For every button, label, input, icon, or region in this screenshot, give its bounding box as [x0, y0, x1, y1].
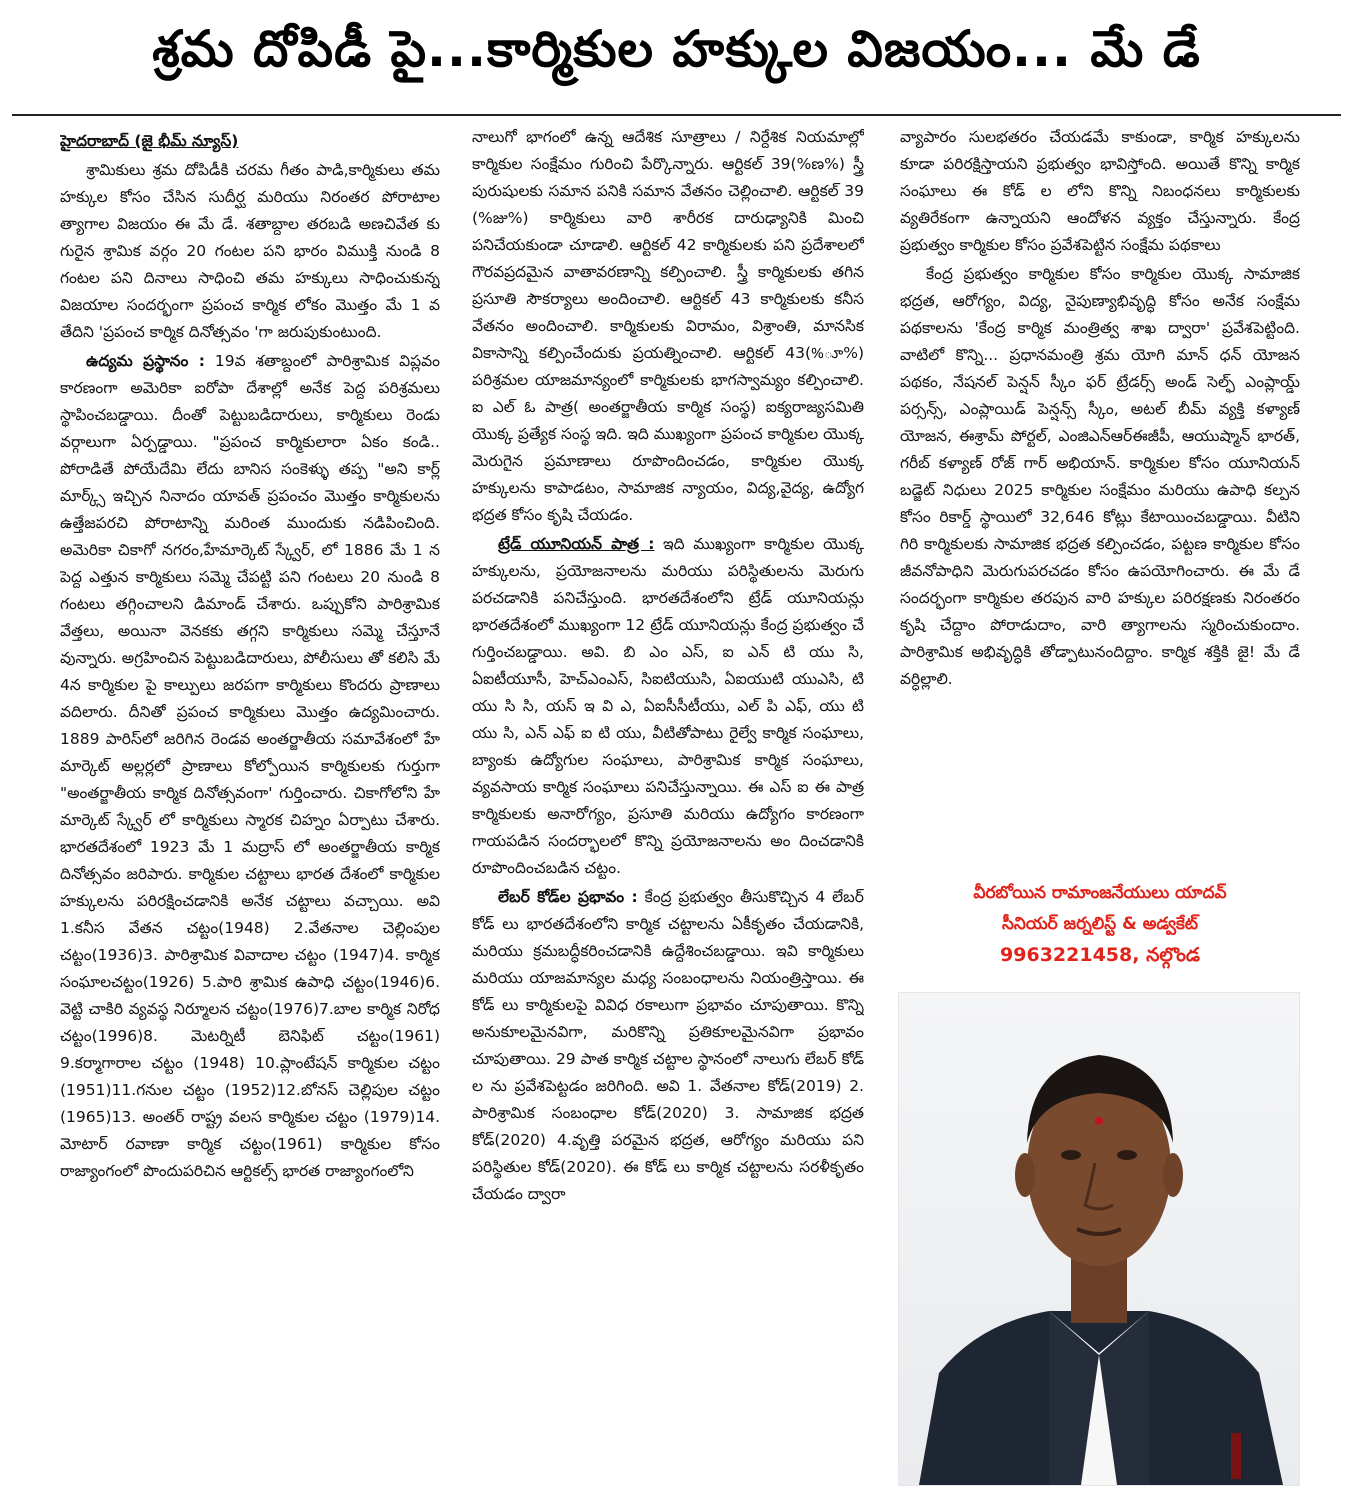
- subheading-labour-codes: లేబర్ కోడ్‌ల ప్రభావం :: [498, 888, 638, 906]
- col2-paragraph-1: నాలుగో భాగంలో ఉన్న ఆదేశిక సూత్రాలు / నిర్దేశిక నియమాల్లో కార్మికుల సంక్షేమం గురించి పేర్కొన్నారు. ఆర్టికల్ 39(%ణ%) స్త్రీ పురుషులకు సమాన పనికి సమాన వేతనం చెల్లించాలి. ఆర్టికల్ 39 (%జు%) కార్మికులు వారి శారీరక దారుఢ్యానికి మించి పనిచేయకుండా చూడాలి. ఆర్టికల్ 42 కార్మికులకు పని ప్రదేశాలలో గౌరవప్రదమైన వాతావరణాన్ని కల్పించాలి. స్త్రీ కార్మికులకు తగిన ప్రసూతి సౌకర్యాలు అందించాలి. ఆర్టికల్ 43 కార్మికులకు కనీస వేతనం అందించాలి. కార్మికులకు విరామం, విశ్రాంతి, మానసిక వికాసాన్ని కల్పించేందుకు ప్రయత్నించాలి. ఆర్టికల్ 43(%ూ%) పరిశ్రమల యాజమాన్యంలో కార్మికులకు భాగస్వామ్యం కల్పించాలి. ఐ ఎల్ ఓ పాత్ర( అంతర్జాతీయ కార్మిక సంస్థ) ఐక్యరాజ్యసమితి యొక్క ప్రత్యేక సంస్థ ఇది. ఇది ముఖ్యంగా ప్రపంచ కార్మికుల యొక్క మెరుగైన ప్రమాణాలు రూపొందించడం, కార్మికుల యొక్క హక్కులను కాపాడటం, సామాజిక న్యాయం, విద్య,వైద్య, ఉద్యోగ భద్రత కోసం కృషి చేయడం.: [472, 128, 864, 524]
- headline: శ్రమ దోపిడీ పై...కార్మికుల హక్కుల విజయం... మే డే: [152, 19, 1201, 78]
- col1-paragraph-1: శ్రామికులు శ్రమ దోపిడీకి చరమ గీతం పాడి,కార్మికులు తమ హక్కుల కోసం చేసిన సుదీర్ఘ మరియు నిరంతర పోరాటాల త్యాగాల విజయం ఈ మే డే. శతాబ్దాల తరబడి అణచివేత కు గురైన శ్రామిక వర్గం 20 గంటల పని భారం విముక్తి నుండి 8 గంటల పని దినాలు సాధించి తమ హక్కులు సాధించుకున్న విజయాల సందర్భంగా ప్రపంచ కార్మిక లోకం మొత్తం మే 1 వ తేదిని 'ప్రపంచ కార్మిక దినోత్సవం 'గా జరుపుకుంటుంది.: [60, 161, 440, 341]
- col2-paragraph-2: [472, 531, 864, 882]
- col2-paragraph-3: [472, 884, 864, 1208]
- col1-paragraph-2: [60, 348, 440, 1185]
- article-column-2: [472, 124, 864, 1484]
- author-title: సీనియర్ జర్నలిస్ట్ & అడ్వకేట్: [1001, 914, 1199, 934]
- col3-paragraph-1: వ్యాపారం సులభతరం చేయడమే కాకుండా, కార్మిక హక్కులను కూడా పరిరక్షిస్తాయని ప్రభుత్వం భావిస్తోంది. అయితే కొన్ని కార్మిక సంఘాలు ఈ కోడ్ ల లోని కొన్ని నిబంధనలు కార్మికులకు వ్యతిరేకంగా ఉన్నాయని ఆందోళన వ్యక్తం చేస్తున్నారు. కేంద్ర ప్రభుత్వం కార్మికుల కోసం ప్రవేశపెట్టిన సంక్షేమ పథకాలు: [900, 128, 1300, 254]
- dateline: హైదరాబాద్ (జై భీమ్ న్యూస్): [60, 132, 239, 150]
- author-phone-place: 9963221458, నల్గొండ: [1000, 944, 1200, 966]
- col2-paragraph-3-text: కేంద్ర ప్రభుత్వం తీసుకొచ్చిన 4 లేబర్ కోడ్ లు భారతదేశంలోని కార్మిక చట్టాలను ఏకీకృతం చేయడానికి, మరియు క్రమబద్ధీకరించడానికి ఉద్దేశించబడ్డాయి. ఇవి కార్మికులు మరియు యాజమాన్యల మధ్య సంబంధాలను నియంత్రిస్తాయి. ఈ కోడ్ లు కార్మికులపై వివిధ రకాలుగా ప్రభావం చూపుతాయి. కొన్ని అనుకూలమైనవిగా, మరికొన్ని ప్రతికూలమైనవిగా ప్రభావం చూపుతాయి. 29 పాత కార్మిక చట్టాల స్థానంలో నాలుగు లేబర్ కోడ్ ల ను ప్రవేశపెట్టడం జరిగింది. అవి 1. వేతనాల కోడ్(2019) 2. పారిశ్రామిక సంబంధాల కోడ్(2020) 3. సామాజిక భద్రత కోడ్(2020) 4.వృత్తి పరమైన భద్రత, ఆరోగ్యం మరియు పని పరిస్థితుల కోడ్(2020). ఈ కోడ్ లు కార్మిక చట్టాలను సరళీకృతం చేయడం ద్వారా: [472, 888, 864, 1203]
- col2-paragraph-2-text: ఇది ముఖ్యంగా కార్మికుల యొక్క హక్కులను, ప్రయోజనాలను మరియు పరిస్థితులను మెరుగు పరచడానికి పనిచేస్తుంది. భారతదేశంలోని ట్రేడ్ యూనియన్లు భారతదేశంలో ముఖ్యంగా 12 ట్రేడ్ యూనియన్లు కేంద్ర ప్రభుత్వం చే గుర్తించబడ్డాయి. అవి. బి ఎం ఎస్, ఐ ఎన్ టి యు సి, ఏఐటీయూసీ, హెచ్ఎంఎస్, సిఐటియుసి, ఏఐయుటి యుఎసి, టి యు సి సి, యస్ ఇ వి ఎ, ఏఐసీసీటీయు, ఎల్ పి ఎఫ్, యు టి యు సి, ఎన్ ఎఫ్ ఐ టి యు, వీటితోపాటు రైల్వే కార్మిక సంఘాలు, బ్యాంకు ఉద్యోగుల సంఘాలు, పారిశ్రామిక కార్మిక సంఘాలు, వ్యవసాయ కార్మిక సంఘాలు పనిచేస్తున్నాయి. ఈ ఎస్ ఐ ఈ పాత్ర కార్మికులకు అనారోగ్యం, ప్రసూతి మరియు ఉద్యోగం కారణంగా గాయపడిన సందర్భాలలో కొన్ని ప్రయోజనాలను అం దించడానికి రూపొందించబడిన చట్టం.: [472, 535, 864, 877]
- subheading-trade-union: ట్రేడ్ యూనియన్ పాత్ర :: [498, 535, 655, 553]
- col3-paragraph-2: కేంద్ర ప్రభుత్వం కార్మికుల కోసం కార్మికుల యొక్క సామాజిక భద్రత, ఆరోగ్యం, విద్య, నైపుణ్యాభివృద్ధి కోసం అనేక సంక్షేమ పథకాలను 'కేంద్ర కార్మిక మంత్రిత్వ శాఖ ద్వారా' ప్రవేశపెట్టింది. వాటిలో కొన్ని... ప్రధానమంత్రి శ్రమ యోగి మాన్ ధన్ యోజన పథకం, నేషనల్ పెన్షన్ స్కీం ఫర్ ట్రేడర్స్ అండ్ సెల్ఫ్ ఎంప్లాయ్డ్ పర్సన్స్, ఎంప్లాయిడ్ పెన్షన్స్ స్కీం, అటల్ బీమ్ వ్యక్తి కళ్యాణ్ యోజన, ఈశ్రామ్ పోర్టల్, ఎంజిఎన్ఆర్ఈజీపీ, ఆయుష్మాన్ భారత్, గరీబ్ కళ్యాణ్ రోజ్ గార్ అభియాన్. కార్మికుల కోసం యూనియన్ బడ్జెట్ నిధులు 2025 కార్మికుల సంక్షేమం మరియు ఉపాధి కల్పన కోసం రికార్డ్ స్థాయిలో 32,646 కోట్లు కేటాయించబడ్డాయి. వీటిని గిరి కార్మికులకు సామాజిక భద్రత కల్పించడం, పట్టణ కార్మికుల కోసం జీవనోపాధిని మెరుగుపరచడం కోసం ఉపయోగించారు. ఈ మే డే సందర్భంగా కార్మికుల తరపున వారి హక్కుల పరిరక్షణకు నిరంతరం కృషి చేద్దాం పోరాడుదాం, వారి త్యాగాలను స్మరించుకుందాం. పారిశ్రామిక అభివృద్ధికి తోడ్పాటునందిద్దాం. కార్మిక శక్తికి జై! మే డే వర్ధిల్లాలి.: [900, 265, 1300, 688]
- headline-divider: [12, 114, 1341, 116]
- author-photo: [898, 992, 1300, 1486]
- col1-paragraph-2-text: 19వ శతాబ్దంలో పారిశ్రామిక విప్లవం కారణంగా అమెరికా ఐరోపా దేశాల్లో అనేక పెద్ద పరిశ్రమలు స్థాపించబడ్డాయి. దీంతో పెట్టుబడిదారులు, కార్మికులు రెండు వర్గాలుగా ఏర్పడ్డాయి. "ప్రపంచ కార్మికులారా ఏకం కండి.. పోరాడితే పోయేదేమి లేదు బానిస సంకెళ్ళు తప్ప "అని కార్ల్ మార్క్స్ ఇచ్చిన నినాదం యావత్ ప్రపంచం మొత్తం కార్మికులను ఉత్తేజపరచి పోరాటాన్ని మరింత ముందుకు నడిపించింది. అమెరికా చికాగో నగరం,హేమార్కెట్ స్క్వేర్, లో 1886 మే 1 న పెద్ద ఎత్తున కార్మికులు సమ్మె చేపట్టి పని గంటలు 20 నుండి 8 గంటలు తగ్గించాలని డిమాండ్ చేశారు. ఒప్పుకోని పారిశ్రామిక వేత్తలు, అయినా వెనకకు తగ్గని కార్మికులు సమ్మె చేస్తూనే వున్నారు. అగ్రహించిన పెట్టుబడిదారులు, పోలీసులు తో కలిసి మే 4న కార్మికుల పై కాల్పులు జరపగా కార్మికులు కొందరు ప్రాణాలు వదిలారు. దీనితో ప్రపంచ కార్మికులు మొత్తం ఉద్యమించారు. 1889 పారిస్‌లో జరిగిన రెండవ అంతర్జాతీయ సమావేశంలో హే మార్కెట్ అల్లర్లలో ప్రాణాలు కోల్పోయిన కార్మికులకు గుర్తుగా "అంతర్జాతీయ కార్మిక దినోత్సవంగా' గుర్తించారు. చికాగోలోని హే మార్కెట్ స్క్వేర్ లో కార్మికులు స్మారక చిహ్నం ఏర్పాటు చేశారు. భారతదేశంలో 1923 మే 1 మద్రాస్ లో అంతర్జాతీయ కార్మిక దినోత్సవం జరిపారు. కార్మికుల చట్టాలు భారత దేశంలో కార్మికుల హక్కులను పరిరక్షించడానికి అనేక చట్టాలు వచ్చాయి. అవి 1.కనీస వేతన చట్టం(1948) 2.వేతనాల చెల్లింపుల చట్టం(1936)3. పారిశ్రామిక వివాదాల చట్టం (1947)4. కార్మిక సంఘాలచట్టం(1926) 5.పారి శ్రామిక ఉపాధి చట్టం(1946)6. వెట్టి చాకిరి వ్యవస్థ నిర్మూలన చట్టం(1976)7.బాల కార్మిక నిరోధ చట్టం(1996)8. మెటర్నిటీ బెనిఫిట్ చట్టం(1961) 9.కర్మాగారాల చట్టం (1948) 10.ప్లాంటేషన్ కార్మికుల చట్టం (1951)11.గనుల చట్టం (1952)12.బోనస్ చెల్లిపుల చట్టం (1965)13. అంతర్ రాష్ట్ర వలస కార్మికుల చట్టం (1979)14. మోటార్ రవాణా కార్మిక చట్టం(1961) కార్మికుల కోసం రాజ్యాంగంలో పొందుపరిచిన ఆర్టికల్స్ భారత రాజ్యాంగంలోని: [60, 352, 440, 1180]
- author-name: వీరబోయిన రామాంజనేయులు యాదవ్: [973, 883, 1227, 903]
- author-byline: [900, 878, 1300, 971]
- article-column-1: [60, 128, 440, 1488]
- author-portrait-icon: [899, 993, 1299, 1485]
- article-column-3: [900, 124, 1300, 869]
- subheading-movement: ఉద్యమ ప్రస్థానం :: [86, 352, 205, 370]
